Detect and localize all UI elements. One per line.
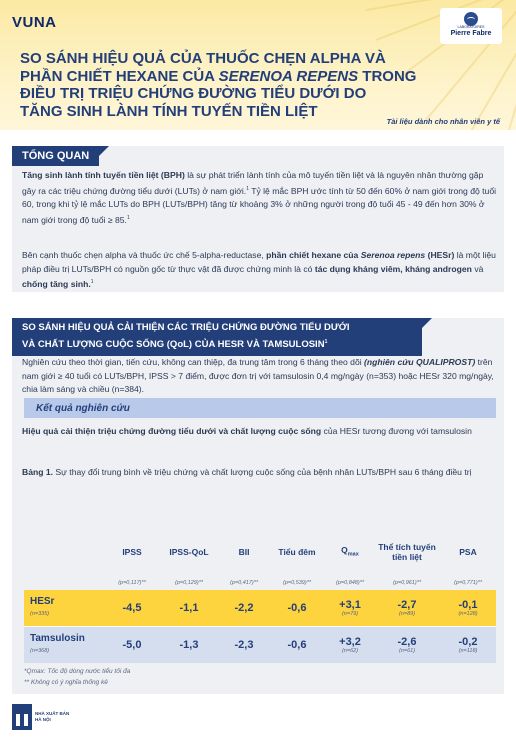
pierre-fabre-emblem-icon: [464, 12, 478, 26]
table-cell: -5,0: [122, 639, 142, 651]
pvalue: (p=0,129)**: [175, 580, 203, 586]
table-cell: -2,2: [234, 602, 254, 614]
table-cell: -0,6: [287, 602, 307, 614]
row-label: Tamsulosin: [30, 633, 85, 644]
publisher-logo: NHÀ XUẤT BẢN HÀ NỘI: [12, 704, 71, 730]
header-nocturia: Tiểu đêm: [278, 547, 316, 557]
header-ipss: IPSS: [122, 547, 142, 557]
table-cell: +3,1 (n=79): [339, 598, 361, 617]
header-bii: BII: [238, 547, 250, 557]
table-cell: -0,1 (n=128): [458, 598, 478, 617]
pvalue: (p=0,961)**: [393, 580, 421, 586]
pvalue: (p=0,117)**: [118, 580, 146, 586]
header-ipss-qol: IPSS-QoL: [169, 547, 209, 557]
overview-paragraph-1: Tăng sinh lành tính tuyến tiền liệt (BPH) là sự phát triển lành tính của mô tuyến tiền liệt và là nguyên nhân thường gặp gây ra các triệu chứng đường tiểu dưới (LUTs) ở nam giới.$^1$ Tỷ lệ mắc BPH ước tính từ 50 đến 60% ở nam giới trong độ tuổi 60, trong khi tỷ lệ mắc LUTs do BPH (LUTs/BPH) tăng từ khoảng 3% ở những người trong độ tuổi 45 - 49 đến hơn 30% ở nam giới trong độ tuổi ≥ 85.$^1$: [22, 170, 497, 225]
header-qmax: $Q_{max}$: [341, 544, 359, 558]
table-cell: -4,5: [122, 602, 142, 614]
table-cell: -2,6 (n=61): [397, 635, 417, 654]
table-row-tamsulosin: Tamsulosin (n=368) -5,0 -1,3 -2,3 -0,6 +3,2 (n=62) -2,6 (n=61) -0,2 (n=118): [24, 627, 496, 663]
vuna-logo: VUNA: [12, 14, 57, 31]
page-title: SO SÁNH HIỆU QUẢ CỦA THUỐC CHẸN ALPHA VÀ PHẦN CHIẾT HEXANE CỦA SERENOA REPENS TRONG ĐIỀU TRỊ TRIỆU CHỨNG ĐƯỜNG TIỂU DƯỚI DO TĂNG SINH LÀNH TÍNH TUYẾN TIỀN LIỆT: [20, 50, 417, 120]
overview-tab: TỔNG QUAN: [12, 146, 99, 166]
pierre-fabre-logo: LABORATOIRES Pierre Fabre: [440, 8, 502, 44]
pvalue: (p=0,848)**: [336, 580, 364, 586]
header-psa: PSA: [459, 547, 477, 557]
pvalue: (p=0,417)**: [230, 580, 258, 586]
pvalue: (p=0,771)**: [454, 580, 482, 586]
pvalue-row: [24, 576, 496, 590]
header-banner: [0, 0, 516, 130]
table-cell: -1,1: [179, 602, 199, 614]
results-summary: Hiệu quả cải thiện triệu chứng đường tiểu dưới và chất lượng cuộc sống của HESr tương đương với tamsulosin: [22, 426, 472, 436]
table-header-row: [24, 528, 496, 576]
table-row-hesr: HESr (n=335) -4,5 -1,1 -2,2 -0,6 +3,1 (n=79) -2,7 (n=89) -0,1 (n=128): [24, 590, 496, 626]
table-cell: -0,2 (n=118): [458, 635, 478, 654]
study-description: Nghiên cứu theo thời gian, tiến cứu, không can thiệp, đa trung tâm trong 6 tháng theo dõi (nghiên cứu QUALIPROST) trên nam giới ≥ 40 tuổi có LUTs/BPH, IPSS > 7 điểm, được đơn trị với tamsulosin 0,4 mg/ngày (n=353) hoặc HESr 320 mg/ngày, chia làm sáng và chiều (n=384).: [22, 357, 494, 395]
table-caption: Bảng 1. Sự thay đổi trung bình về triệu chứng và chất lượng cuộc sống của bệnh nhân LUTs/BPH sau 6 tháng điều trị: [22, 467, 472, 477]
table-cell: -0,6: [287, 639, 307, 651]
comparison-tab: SO SÁNH HIỆU QUẢ CẢI THIỆN CÁC TRIỆU CHỨNG ĐƯỜNG TIỂU DƯỚI VÀ CHẤT LƯỢNG CUỘC SỐNG (QoL) CỦA HESR VÀ TAMSULOSIN$^1$: [12, 318, 422, 356]
publisher-building-icon: [12, 704, 32, 730]
table-cell: +3,2 (n=62): [339, 635, 361, 654]
results-heading: Kết quả nghiên cứu: [24, 398, 496, 418]
row-label: HESr: [30, 596, 55, 607]
audience-note: Tài liệu dành cho nhân viên y tế: [386, 117, 500, 126]
header-prostate-volume: Thể tích tuyến tiền liệt: [378, 542, 436, 562]
table-cell: -1,3: [179, 639, 199, 651]
table-cell: -2,7 (n=89): [397, 598, 417, 617]
overview-paragraph-2: Bên cạnh thuốc chẹn alpha và thuốc ức chế 5-alpha-reductase, phần chiết hexane của Serenoa repens (HESr) là một liệu pháp điều trị LUTs/BPH có nguồn gốc từ thực vật đã được chứng minh là có tác dụng kháng viêm, kháng androgen và chống tăng sinh.$^1$: [22, 250, 496, 290]
results-table: [24, 528, 496, 663]
table-cell: -2,3: [234, 639, 254, 651]
footnote-significance: ** Không có ý nghĩa thống kê: [24, 679, 108, 686]
footnote-qmax: *Qmax: Tốc độ dòng nước tiểu tối đa: [24, 668, 131, 675]
pvalue: (p=0,539)**: [283, 580, 311, 586]
